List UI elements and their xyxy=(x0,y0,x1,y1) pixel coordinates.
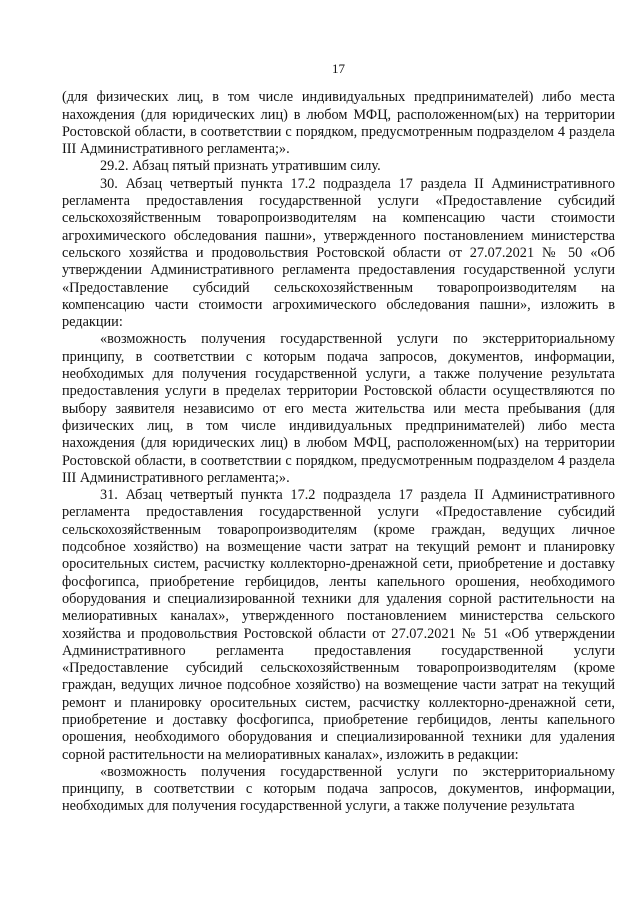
paragraph-item-31: 31. Абзац четвертый пункта 17.2 подраздела 17 раздела II Административного регламента предоставления государственной услуги «Предоставление субсидий сельскохозяйственным товаропроизводителям (кроме граждан, ведущих личное подсобное хозяйство) на возмещение части затрат на текущий ремонт и планировку оросительных систем, расчистку коллекторно-дренажной сети, приобретение и доставку фосфогипса, приобретение гербицидов, ленты капельного орошения, необходимого оборудования и специализированной техники для удаления сорной растительности на мелиоративных каналах», утвержденного постановлением министерства сельского хозяйства и продовольствия Ростовской области от 27.07.2021 № 51 «Об утверждении Административного регламента предоставления государственной услуги «Предоставление субсидий сельскохозяйственным товаропроизводителям (кроме граждан, ведущих личное подсобное хозяйство) на возмещение части затрат на текущий ремонт и планировку оросительных систем, расчистку коллекторно-дренажной сети, приобретение и доставку фосфогипса, приобретение гербицидов, ленты капельного орошения, необходимого оборудования и специализированной техники для удаления сорной растительности на мелиоративных каналах», изложить в редакции: xyxy=(62,487,615,763)
document-page xyxy=(62,60,615,816)
paragraph-item-29-2: 29.2. Абзац пятый признать утратившим силу. xyxy=(100,158,381,175)
paragraph-quote-31: «возможность получения государственной услуги по экстерриториальному принципу, в соответствии с которым подача запросов, документов, информации, необходимых для получения государственной услуги, а также получение результата xyxy=(62,763,615,815)
page-number: 17 xyxy=(332,61,345,76)
paragraph-item-30: 30. Абзац четвертый пункта 17.2 подраздела 17 раздела II Административного регламента предоставления государственной услуги «Предоставление субсидий сельскохозяйственным товаропроизводителям на компенсацию части стоимости агрохимического обследования пашни», утвержденного постановлением министерства сельского хозяйства и продовольствия Ростовской области от 27.07.2021 № 50 «Об утверждении Административного регламента предоставления государственной услуги «Предоставление субсидий сельскохозяйственным товаропроизводителям на компенсацию части стоимости агрохимического обследования пашни», изложить в редакции: xyxy=(62,175,615,331)
paragraph-continuation: (для физических лиц, в том числе индивидуальных предпринимателей) либо места нахождения (для юридических лиц) в любом МФЦ, расположенном(ых) на территории Ростовской области, в соответствии с порядком, предусмотренным подразделом 4 раздела III Административного регламента;». xyxy=(62,89,615,158)
paragraph-quote-30: «возможность получения государственной услуги по экстерриториальному принципу, в соответствии с которым подача запросов, документов, информации, необходимых для получения государственной услуги, а также получение результата предоставления услуги в пределах территории Ростовской области осуществляются по выбору заявителя независимо от его места жительства или места пребывания (для физических лиц, в том числе индивидуальных предпринимателей) либо места нахождения (для юридических лиц) в любом МФЦ, расположенном(ых) на территории Ростовской области, в соответствии с порядком, предусмотренным подразделом 4 раздела III Административного регламента;». xyxy=(62,331,615,486)
